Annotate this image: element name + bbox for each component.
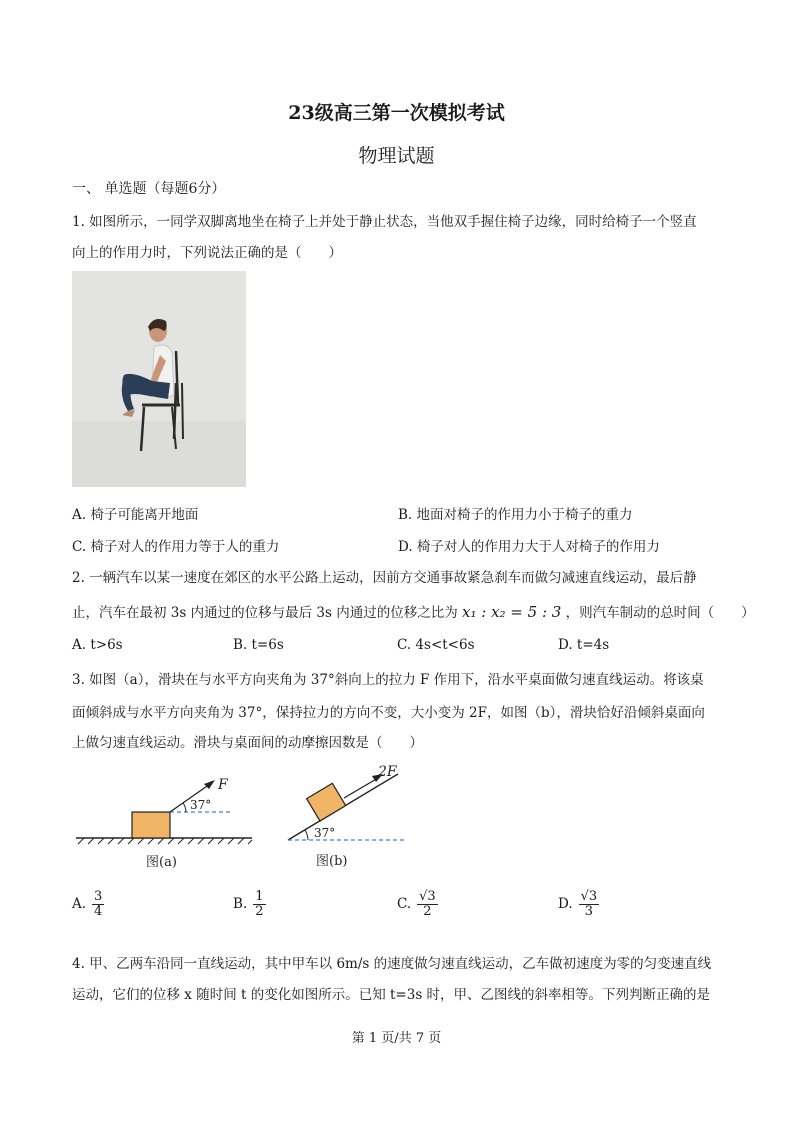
exam-subtitle: 物理试题 <box>358 145 435 167</box>
q1-option-b: B. 地面对椅子的作用力小于椅子的重力 <box>398 507 633 523</box>
q3-figure-a <box>72 772 256 872</box>
q2-line-2-post: ，则汽车制动的总时间（ ） <box>565 605 755 621</box>
q3-option-d-label: D. <box>558 896 573 912</box>
q4-line-1: 4. 甲、乙两车沿同一直线运动，其中甲车以 6m/s 的速度做匀速直线运动，乙车做初速度为零的匀变速直线 <box>72 956 712 972</box>
q3-line-1: 3. 如图（a），滑块在与水平方向夹角为 37°斜向上的拉力 F 作用下，沿水平桌面做匀速直线运动。将该桌 <box>72 672 704 688</box>
q3-option-b-label: B. <box>233 896 248 912</box>
q2-option-d: D. t=4s <box>558 637 610 653</box>
q2-option-c: C. 4s<t<6s <box>397 637 475 653</box>
q3-option-c <box>397 890 438 919</box>
q4-line-2: 运动，它们的位移 x 随时间 t 的变化如图所示。已知 t=3s 时，甲、乙图线的斜率相等。下列判断正确的是 <box>72 987 711 1003</box>
q3-line-2: 面倾斜成与水平方向夹角为 37°，保持拉力的方向不变，大小变为 2F，如图（b），滑块恰好沿倾斜桌面向 <box>72 705 705 721</box>
q3-fig-b-caption: 图(b) <box>316 854 348 869</box>
q3-option-b <box>233 890 266 919</box>
q3-line-3: 上做匀速直线运动。滑块与桌面间的动摩擦因数是（ ） <box>72 735 423 751</box>
q3-fig-b-angle-label: 37° <box>314 826 336 840</box>
q2-line-2 <box>72 601 755 621</box>
q3-option-a-fraction: $\frac{3}{4}$ <box>94 889 103 919</box>
q3-fig-a-caption: 图(a) <box>146 855 177 870</box>
q3-option-c-fraction: $\frac{√3}{2}$ <box>419 889 436 919</box>
q2-option-a: A. t>6s <box>72 637 123 653</box>
q3-fig-b-force-arrow <box>344 778 378 798</box>
q1-line-2: 向上的作用力时，下列说法正确的是（ ） <box>72 245 342 261</box>
q1-line-1: 1. 如图所示，一同学双脚离地坐在椅子上并处于静止状态，当他双手握住椅子边缘，同时给椅子一个竖直 <box>72 214 697 230</box>
q2-ratio: x₁ : x₂ = 5 : 3 <box>462 603 562 621</box>
q3-fig-a-angle-label: 37° <box>190 798 212 812</box>
q3-fig-b-block <box>307 783 346 821</box>
q1-photo <box>72 271 246 487</box>
q2-line-2-pre: 止，汽车在最初 3s 内通过的位移与最后 3s 内通过的位移之比为 <box>72 605 458 621</box>
q3-figure-b <box>286 760 410 872</box>
q2-line-1: 2. 一辆汽车以某一速度在郊区的水平公路上运动，因前方交通事故紧急刹车而做匀减速直线运动，最后静 <box>72 570 697 586</box>
q3-fig-b-force-label: 2F <box>378 764 397 780</box>
q3-option-a <box>72 890 104 919</box>
q3-option-a-label: A. <box>72 896 87 912</box>
q3-option-c-label: C. <box>397 896 412 912</box>
q3-option-d-fraction: $\frac{√3}{3}$ <box>580 889 598 919</box>
q3-fig-a-block <box>132 812 170 838</box>
q3-option-b-fraction: $\frac{1}{2}$ <box>255 889 264 919</box>
exam-title: 23级高三第一次模拟考试 <box>288 102 505 124</box>
page-number: 第 1 页/共 7 页 <box>351 1031 442 1046</box>
section-heading: 一、 单选题（每题6分） <box>72 181 226 197</box>
q1-option-d: D. 椅子对人的作用力大于人对椅子的作用力 <box>398 539 660 555</box>
q2-option-b: B. t=6s <box>233 637 284 653</box>
q3-fig-a-force-label: F <box>218 777 228 793</box>
q1-option-a: A. 椅子可能离开地面 <box>72 507 199 523</box>
q1-option-c: C. 椅子对人的作用力等于人的重力 <box>72 539 280 555</box>
q3-option-d <box>558 890 599 919</box>
